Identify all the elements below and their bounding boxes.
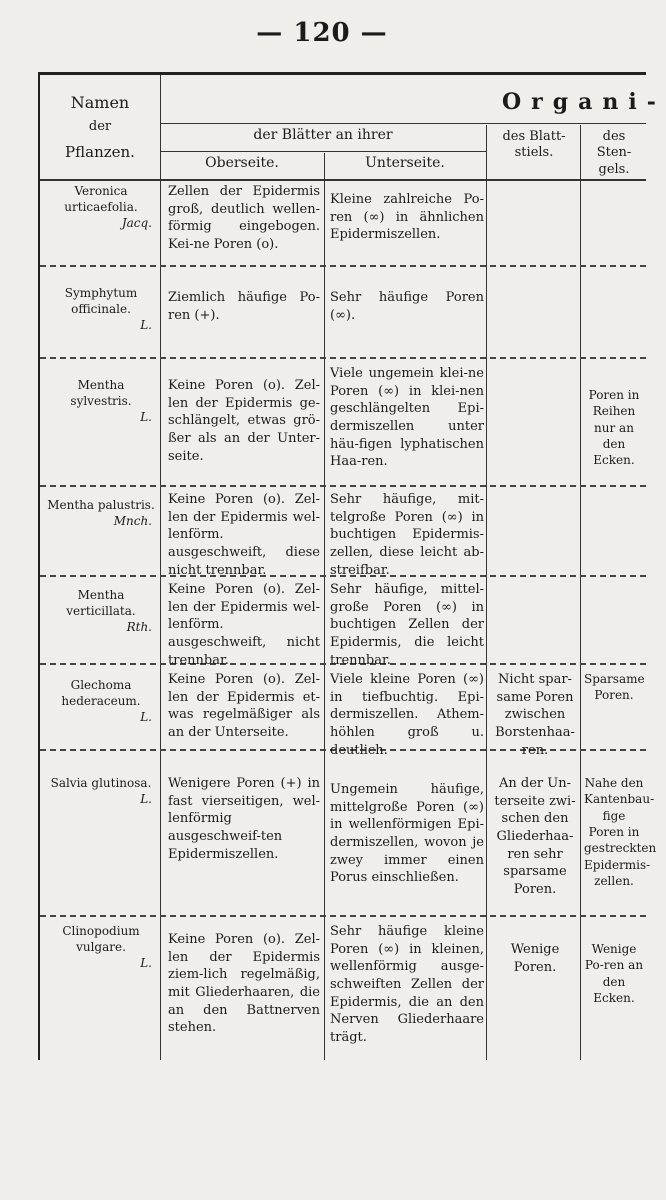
upper-side-cell: Zellen der Epidermis groß, deutlich wellen-förmig eingebogen. Kei-ne Poren (o). <box>168 184 320 253</box>
lower-side-cell: Sehr häufige, mittel-große Poren (∞) in buchtigen Zellen der Epidermis, die leicht trennbar. <box>330 582 484 668</box>
stem-cell: Poren in Reihen nur an den Ecken. <box>588 388 640 468</box>
header-namen: Namen <box>70 93 130 112</box>
plant-author: L. <box>140 792 152 807</box>
plant-name-text: Clinopodium vulgare. <box>62 924 140 955</box>
stem-cell: Nahe den Kantenbau-fige Poren in gestreckten Epidermis-zellen. <box>584 776 657 888</box>
row-separator <box>40 485 646 487</box>
row-separator <box>40 915 646 917</box>
plant-author: Mnch. <box>113 514 152 529</box>
header-blaetter: der Blätter an ihrer <box>253 127 393 143</box>
header-pflanzen: Pflanzen. <box>65 143 135 161</box>
header-rule <box>160 151 486 152</box>
upper-side-cell: Ziemlich häufige Po-ren (+). <box>168 290 320 323</box>
header-oberseite: Oberseite. <box>205 155 279 171</box>
lower-side-cell: Sehr häufige kleine Poren (∞) in kleinen, wellenförmig ausge-schweiften Zellen der Epidermis, die an den Nerven Gliederhaare trägt. <box>330 924 484 1046</box>
stem-cell: Wenige Po-ren an den Ecken. <box>584 942 644 1005</box>
plant-name-text: Glechoma hederaceum. <box>61 678 141 709</box>
upper-side-cell: Keine Poren (o). Zel-len der Epidermis wel-lenförm. ausgeschweift, nicht trennbar. <box>168 582 320 668</box>
row-separator <box>40 265 646 267</box>
header-blattstiel: des Blatt-stiels. <box>502 129 566 161</box>
plant-name-text: Mentha verticillata. <box>66 588 136 619</box>
plant-name <box>46 183 156 232</box>
header-der: der <box>88 119 112 134</box>
plant-name <box>46 285 156 334</box>
header-organ: Organi- <box>502 89 666 115</box>
upper-side-cell: Keine Poren (o). Zel-len der Epidermis wel-lenförm. ausgeschweift, diese nicht trennbar. <box>168 492 320 578</box>
upper-side-cell: Keine Poren (o). Zel-len der Epidermis ziem-lich regelmäßig, mit Gliederhaaren, die an den Battnerven stehen. <box>168 932 320 1036</box>
plant-author: L. <box>140 318 152 333</box>
upper-side-cell: Keine Poren (o). Zel-len der Epidermis ge-schlängelt, etwas grö-ßer als an der Unter-seite. <box>168 378 320 464</box>
lower-side-cell: Viele kleine Poren (∞) in tiefbuchtig. Epi-dermiszellen. Athem-höhlen groß u. deutlich. <box>330 672 484 758</box>
plant-author: Rth. <box>126 620 152 635</box>
botanical-table <box>38 72 666 1060</box>
plant-name <box>46 587 156 636</box>
plant-name-text: Mentha palustris. <box>47 498 155 512</box>
plant-author: L. <box>140 710 152 725</box>
upper-side-cell: Wenigere Poren (+) in fast vierseitigen, wel-lenförmig ausgeschweif-ten Epidermiszellen. <box>168 776 320 862</box>
plant-name <box>46 497 156 529</box>
lower-side-cell: Sehr häufige, mit-telgroße Poren (∞) in buchtigen Epidermis-zellen, diese leicht ab-streifbar. <box>330 492 484 578</box>
petiole-cell: An der Un-terseite zwi-schen den Gliederhaa-ren sehr sparsame Poren. <box>494 776 576 898</box>
column-divider <box>160 75 161 1060</box>
header-rule <box>40 179 646 181</box>
header-rule <box>160 123 646 124</box>
plant-name-text: Veronica urticaefolia. <box>64 184 138 215</box>
plant-name <box>46 775 156 807</box>
upper-side-cell: Keine Poren (o). Zel-len der Epidermis et-was regelmäßiger als an der Unterseite. <box>168 672 320 741</box>
plant-name-text: Salvia glutinosa. <box>50 776 152 790</box>
page-number: — 120 — <box>256 18 388 48</box>
header-unterseite: Unterseite. <box>365 155 445 171</box>
lower-side-cell: Sehr häufige Poren (∞). <box>330 290 484 323</box>
lower-side-cell: Kleine zahlreiche Po-ren (∞) in ähnlichen Epidermiszellen. <box>330 192 484 243</box>
plant-name <box>46 923 156 972</box>
plant-name-text: Symphytum officinale. <box>64 286 138 317</box>
petiole-cell: Wenige Poren. <box>510 942 560 975</box>
plant-name <box>46 377 156 426</box>
plant-author: L. <box>140 956 152 971</box>
header-stengel: des Sten-gels. <box>596 129 632 177</box>
row-separator <box>40 357 646 359</box>
petiole-cell: Nicht spar-same Poren zwischen Borstenhaa-ren. <box>495 672 575 758</box>
plant-name-text: Mentha sylvestris. <box>70 378 132 409</box>
plant-author: L. <box>140 410 152 425</box>
lower-side-cell: Ungemein häufige, mittelgroße Poren (∞) in wellenförmigen Epi-dermiszellen, wovon je zwey immer einen Porus einschließen. <box>330 782 484 886</box>
column-divider <box>324 153 325 1060</box>
stem-cell: Sparsame Poren. <box>584 672 645 703</box>
lower-side-cell: Viele ungemein klei-ne Poren (∞) in klei-nen geschlängelten Epi-dermiszellen unter häu-figen lyphatischen Haa-ren. <box>330 366 484 470</box>
plant-author: Jacq. <box>121 216 152 231</box>
plant-name <box>46 677 156 726</box>
